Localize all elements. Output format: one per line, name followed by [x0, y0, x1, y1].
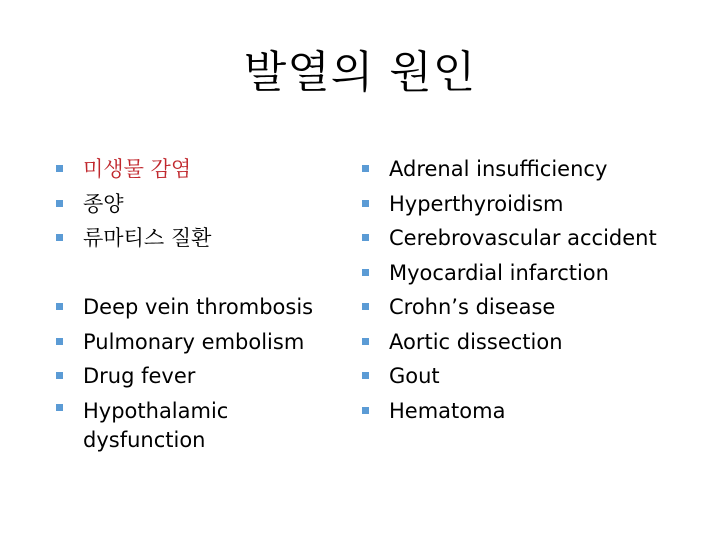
list-item — [56, 187, 336, 222]
list-item-label: 종양 — [83, 191, 124, 216]
cause-list-korean — [56, 152, 336, 256]
square-bullet-icon — [56, 200, 63, 207]
list-item — [362, 394, 702, 429]
list-item-label: Hyperthyroidism — [389, 191, 564, 216]
list-item-label: Myocardial infarction — [389, 260, 609, 285]
list-item — [362, 359, 702, 394]
list-item — [56, 152, 336, 187]
square-bullet-icon — [362, 200, 369, 207]
square-bullet-icon — [56, 234, 63, 241]
list-item — [362, 187, 702, 222]
square-bullet-icon — [56, 165, 63, 172]
list-item-label: Crohn’s disease — [389, 295, 556, 319]
list-item-label: 미생물 감염 — [83, 157, 192, 181]
square-bullet-icon — [56, 372, 63, 379]
list-item — [56, 221, 336, 256]
list-item — [56, 359, 336, 394]
list-item — [56, 394, 336, 455]
list-item — [362, 152, 702, 187]
square-bullet-icon — [56, 404, 63, 411]
list-item — [362, 325, 702, 360]
list-item — [56, 325, 336, 360]
square-bullet-icon — [56, 338, 63, 345]
list-item — [362, 256, 702, 291]
cause-list-right — [362, 152, 702, 428]
list-item-label: Pulmonary embolism — [83, 329, 305, 354]
list-item-label: Hematoma — [389, 398, 506, 423]
list-item-label: Gout — [389, 364, 440, 388]
square-bullet-icon — [56, 303, 63, 310]
list-item-label: Deep vein thrombosis — [83, 295, 314, 319]
list-item — [362, 221, 702, 256]
list-item-label: Cerebrovascular accident — [389, 226, 657, 250]
list-item-label: 류마티스 질환 — [83, 226, 212, 250]
square-bullet-icon — [362, 165, 369, 172]
list-item — [56, 290, 336, 325]
square-bullet-icon — [362, 303, 369, 310]
list-item-label: Hypothalamic dysfunction — [83, 398, 229, 452]
square-bullet-icon — [362, 407, 369, 414]
square-bullet-icon — [362, 372, 369, 379]
list-item-label: Adrenal insufficiency — [389, 157, 608, 181]
list-item-label: Drug fever — [83, 364, 196, 388]
list-item-label: Aortic dissection — [389, 329, 563, 354]
cause-list-left — [56, 290, 336, 455]
square-bullet-icon — [362, 269, 369, 276]
square-bullet-icon — [362, 338, 369, 345]
list-item — [362, 290, 702, 325]
square-bullet-icon — [362, 234, 369, 241]
slide-title: 발열의 원인 — [243, 47, 477, 98]
